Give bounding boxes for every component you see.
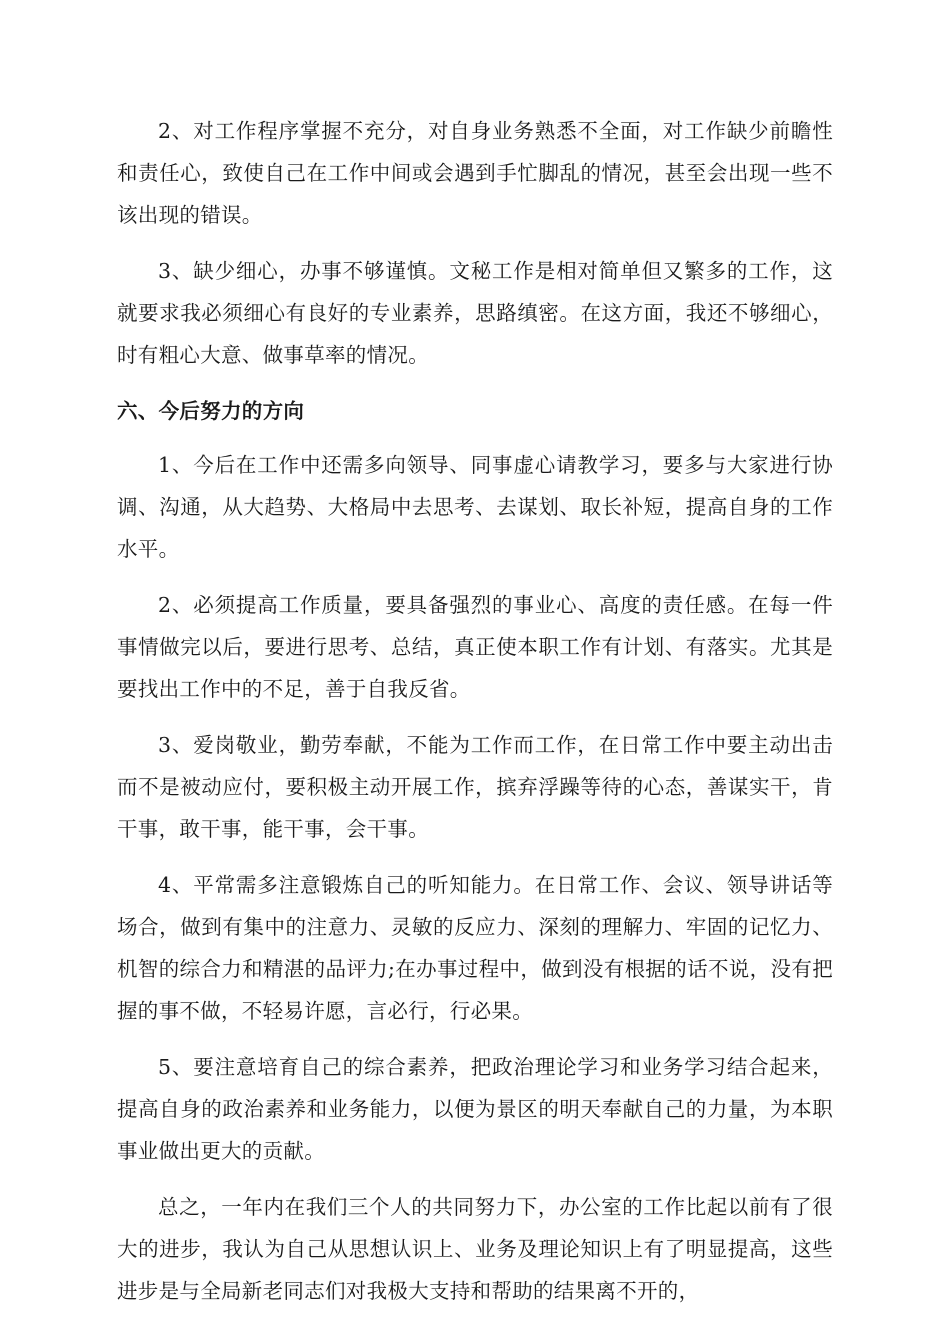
paragraph-direction-5: 5、要注意培育自己的综合素养，把政治理论学习和业务学习结合起来，提高自身的政治素养和业务能力，以便为景区的明天奉献自己的力量，为本职事业做出更大的贡献。 [117,1055,833,1163]
paragraph-shortcoming-3: 3、缺少细心，办事不够谨慎。文秘工作是相对简单但又繁多的工作，这就要求我必须细心有良好的专业素养，思路缜密。在这方面，我还不够细心，时有粗心大意、做事草率的情况。 [117,259,833,367]
paragraph-conclusion: 总之，一年内在我们三个人的共同努力下，办公室的工作比起以前有了很大的进步，我认为自己从思想认识上、业务及理论知识上有了明显提高，这些进步是与全局新老同志们对我极大支持和帮助的结果离不开的， [117,1195,833,1303]
section-heading: 六、今后努力的方向 [117,399,305,423]
paragraph-direction-4: 4、平常需多注意锻炼自己的听知能力。在日常工作、会议、领导讲话等场合，做到有集中的注意力、灵敏的反应力、深刻的理解力、牢固的记忆力、机智的综合力和精湛的品评力;在办事过程中，做到没有根据的话不说，没有把握的事不做，不轻易许愿，言必行，行必果。 [117,873,833,1023]
paragraph-direction-3: 3、爱岗敬业，勤劳奉献，不能为工作而工作，在日常工作中要主动出击而不是被动应付，要积极主动开展工作，摈弃浮躁等待的心态，善谋实干，肯干事，敢干事，能干事，会干事。 [117,733,833,841]
paragraph-shortcoming-2: 2、对工作程序掌握不充分，对自身业务熟悉不全面，对工作缺少前瞻性和责任心，致使自己在工作中间或会遇到手忙脚乱的情况，甚至会出现一些不该出现的错误。 [117,119,833,227]
document-page [117,110,833,1326]
paragraph-direction-2: 2、必须提高工作质量，要具备强烈的事业心、高度的责任感。在每一件事情做完以后，要进行思考、总结，真正使本职工作有计划、有落实。尤其是要找出工作中的不足，善于自我反省。 [117,593,833,701]
paragraph-direction-1: 1、今后在工作中还需多向领导、同事虚心请教学习，要多与大家进行协调、沟通，从大趋势、大格局中去思考、去谋划、取长补短，提高自身的工作水平。 [117,453,833,561]
